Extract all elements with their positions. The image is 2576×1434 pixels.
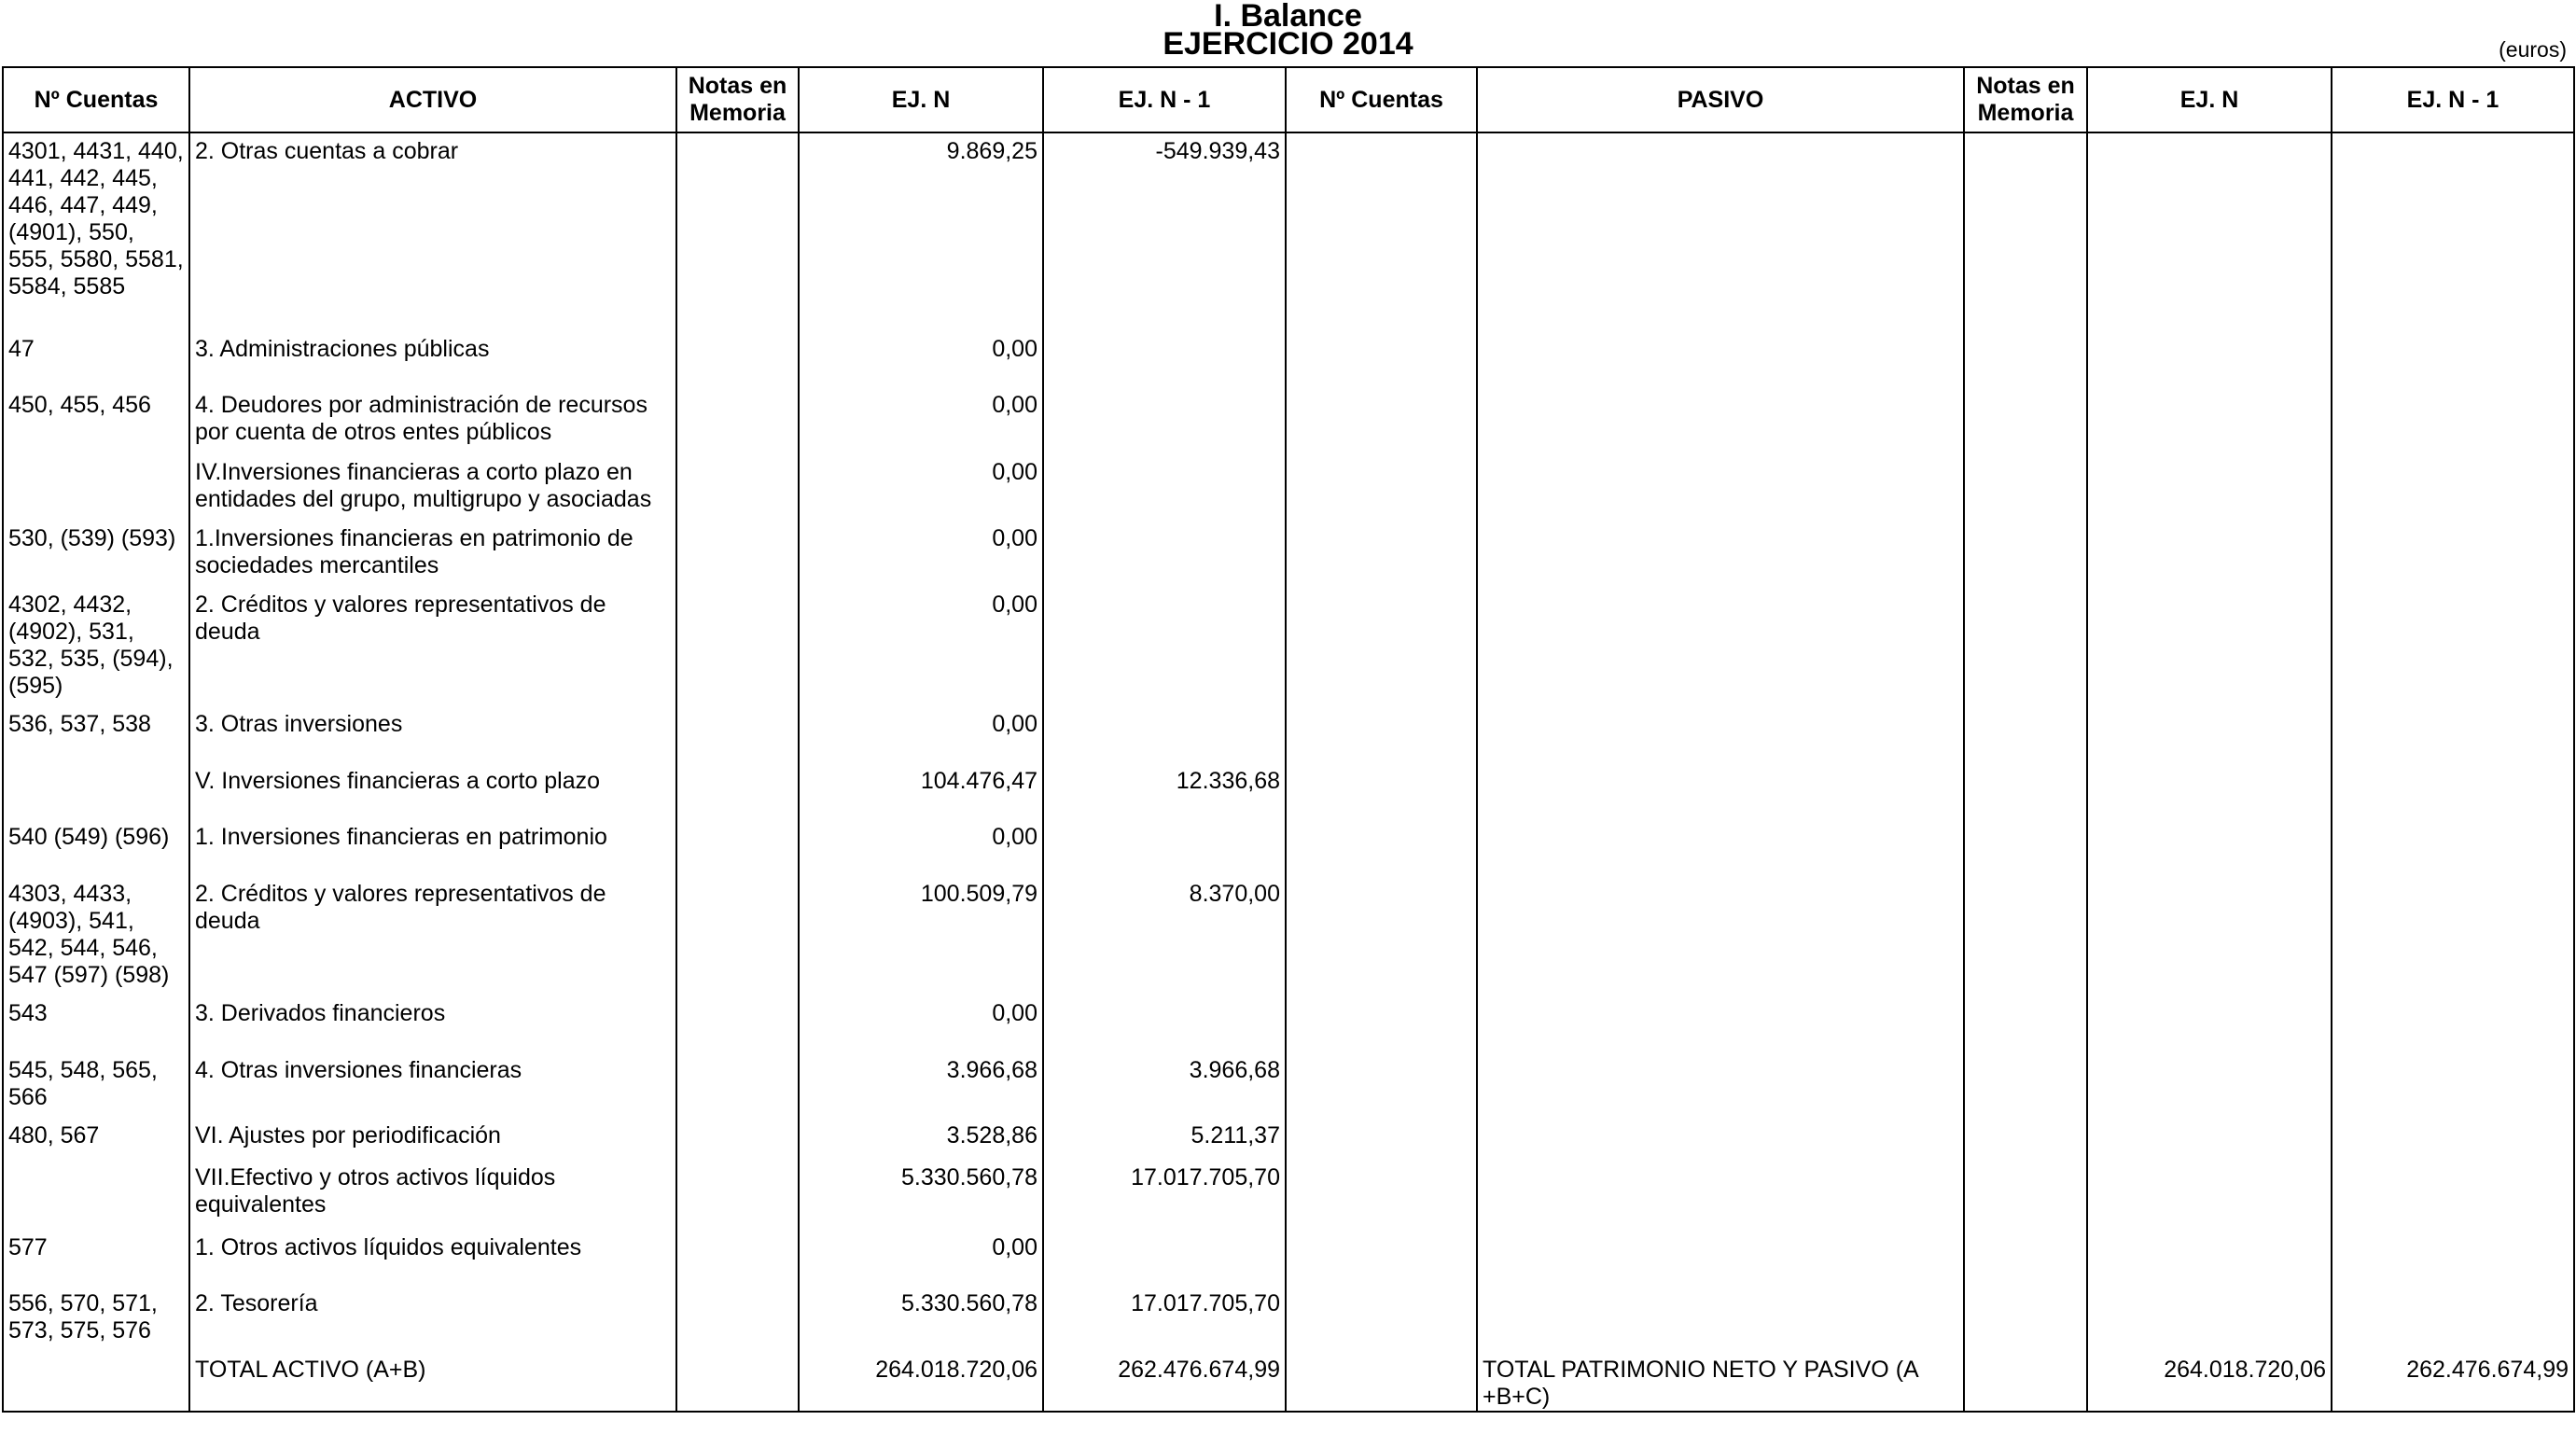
cell-notas: [676, 521, 799, 587]
cell-ej-n1: 5.211,37: [1043, 1118, 1286, 1160]
cell-concepto: 1.Inversiones financieras en patrimonio de sociedades mercantiles: [189, 521, 676, 587]
cell-notas-pasivo: [1964, 1352, 2087, 1412]
cell-cuentas: 4302, 4432, (4902), 531, 532, 535, (594), (595): [3, 587, 189, 706]
table-row: [3, 995, 2574, 1052]
col-header-pasivo: PASIVO: [1477, 67, 1964, 132]
cell-concepto: VII.Efectivo y otros activos líquidos equivalentes: [189, 1160, 676, 1230]
cell-cuentas: 480, 567: [3, 1118, 189, 1160]
cell-concepto: 2. Otras cuentas a cobrar: [189, 132, 676, 331]
col-header-ej-n1-pasivo: EJ. N - 1: [2332, 67, 2574, 132]
cell-ej-n1: 12.336,68: [1043, 763, 1286, 819]
table-row: [3, 876, 2574, 995]
cell-concepto: 3. Derivados financieros: [189, 995, 676, 1052]
cell-ej-n: 0,00: [799, 521, 1043, 587]
cell-ej-n1: [1043, 587, 1286, 706]
cell-cuentas: 536, 537, 538: [3, 706, 189, 763]
report-subtitle: EJERCICIO 2014: [1163, 26, 1413, 62]
cell-ej-n: 0,00: [799, 387, 1043, 454]
cell-ej-n: 0,00: [799, 587, 1043, 706]
table-row: [3, 587, 2574, 706]
cell-ej-n: 0,00: [799, 995, 1043, 1052]
cell-concepto: 2. Créditos y valores representativos de deuda: [189, 587, 676, 706]
table-row: [3, 454, 2574, 521]
table-row: [3, 132, 2574, 331]
cell-concepto: 1. Otros activos líquidos equivalentes: [189, 1230, 676, 1286]
cell-ej-n1: -549.939,43: [1043, 132, 1286, 331]
cell-notas: [676, 1052, 799, 1118]
cell-cuentas: 4301, 4431, 440, 441, 442, 445, 446, 447, 449, (4901), 550, 555, 5580, 5581, 5584, 5585: [3, 132, 189, 331]
table-row: [3, 1160, 2574, 1230]
cell-ej-n: 0,00: [799, 331, 1043, 387]
table-row: [3, 1286, 2574, 1352]
units-label: (euros): [2499, 37, 2567, 62]
cell-concepto: 1. Inversiones financieras en patrimonio: [189, 819, 676, 876]
cell-concepto: V. Inversiones financieras a corto plazo: [189, 763, 676, 819]
col-header-activo: ACTIVO: [189, 67, 676, 132]
cell-ej-n: 9.869,25: [799, 132, 1043, 331]
cell-ej-n1: [1043, 521, 1286, 587]
cell-notas: [676, 876, 799, 995]
cell-cuentas: [3, 1160, 189, 1230]
cell-ej-n1: [1043, 331, 1286, 387]
total-pasivo-ej-n: 264.018.720,06: [2087, 1352, 2332, 1412]
cell-concepto: 4. Otras inversiones financieras: [189, 1052, 676, 1118]
col-header-cuentas-pasivo: Nº Cuentas: [1286, 67, 1477, 132]
cell-ej-n: 0,00: [799, 1230, 1043, 1286]
cell-ej-n1: 3.966,68: [1043, 1052, 1286, 1118]
cell-cuentas-pasivo: [1286, 1352, 1477, 1412]
cell-notas: [676, 995, 799, 1052]
cell-ej-n: 0,00: [799, 819, 1043, 876]
cell-ej-n: 0,00: [799, 454, 1043, 521]
cell-notas: [676, 331, 799, 387]
col-header-notas: Notas en Memoria: [676, 67, 799, 132]
col-header-notas-pasivo: Notas en Memoria: [1964, 67, 2087, 132]
cell-concepto: IV.Inversiones financieras a corto plazo en entidades del grupo, multigrupo y asociadas: [189, 454, 676, 521]
col-header-ej-n-pasivo: EJ. N: [2087, 67, 2332, 132]
col-header-ej-n: EJ. N: [799, 67, 1043, 132]
cell-notas: [676, 1230, 799, 1286]
cell-ej-n: 5.330.560,78: [799, 1160, 1043, 1230]
cell-notas: [676, 454, 799, 521]
cell-cuentas: 556, 570, 571, 573, 575, 576: [3, 1286, 189, 1352]
cell-concepto: 2. Tesorería: [189, 1286, 676, 1352]
cell-concepto: 4. Deudores por administración de recursos por cuenta de otros entes públicos: [189, 387, 676, 454]
cell-cuentas: 530, (539) (593): [3, 521, 189, 587]
table-row: [3, 1230, 2574, 1286]
cell-concepto: 3. Otras inversiones: [189, 706, 676, 763]
cell-cuentas: [3, 1352, 189, 1412]
cell-notas: [676, 1352, 799, 1412]
cell-ej-n: 3.528,86: [799, 1118, 1043, 1160]
table-row: [3, 763, 2574, 819]
cell-cuentas: 543: [3, 995, 189, 1052]
cell-notas: [676, 763, 799, 819]
cell-ej-n: 5.330.560,78: [799, 1286, 1043, 1352]
total-activo-ej-n: 264.018.720,06: [799, 1352, 1043, 1412]
cell-ej-n1: 8.370,00: [1043, 876, 1286, 995]
cell-cuentas: [3, 454, 189, 521]
cell-notas: [676, 387, 799, 454]
cell-cuentas: 47: [3, 331, 189, 387]
total-activo-ej-n1: 262.476.674,99: [1043, 1352, 1286, 1412]
total-row: [3, 1352, 2574, 1412]
cell-notas: [676, 1160, 799, 1230]
total-pasivo-ej-n1: 262.476.674,99: [2332, 1352, 2574, 1412]
cell-ej-n1: 17.017.705,70: [1043, 1160, 1286, 1230]
total-activo-label: TOTAL ACTIVO (A+B): [189, 1352, 676, 1412]
cell-ej-n: 100.509,79: [799, 876, 1043, 995]
table-row: [3, 331, 2574, 387]
table-row: [3, 819, 2574, 876]
cell-ej-n: 0,00: [799, 706, 1043, 763]
table-row: [3, 1118, 2574, 1160]
table-row: [3, 1052, 2574, 1118]
cell-ej-n: 104.476,47: [799, 763, 1043, 819]
cell-concepto: 2. Créditos y valores representativos de deuda: [189, 876, 676, 995]
cell-notas: [676, 1118, 799, 1160]
cell-cuentas: 577: [3, 1230, 189, 1286]
cell-ej-n1: 17.017.705,70: [1043, 1286, 1286, 1352]
cell-notas: [676, 1286, 799, 1352]
cell-ej-n1: [1043, 387, 1286, 454]
cell-concepto: 3. Administraciones públicas: [189, 331, 676, 387]
cell-cuentas: 540 (549) (596): [3, 819, 189, 876]
cell-ej-n1: [1043, 706, 1286, 763]
cell-notas: [676, 587, 799, 706]
table-row: [3, 706, 2574, 763]
cell-ej-n1: [1043, 995, 1286, 1052]
cell-concepto: VI. Ajustes por periodificación: [189, 1118, 676, 1160]
balance-table: [2, 66, 2575, 1413]
cell-ej-n1: [1043, 1230, 1286, 1286]
cell-ej-n: 3.966,68: [799, 1052, 1043, 1118]
total-pasivo-label: TOTAL PATRIMONIO NETO Y PASIVO (A +B+C): [1477, 1352, 1964, 1412]
cell-notas: [676, 819, 799, 876]
col-header-ej-n1: EJ. N - 1: [1043, 67, 1286, 132]
col-header-cuentas: Nº Cuentas: [3, 67, 189, 132]
cell-notas: [676, 706, 799, 763]
report-title: I. Balance: [1214, 0, 1362, 34]
cell-cuentas: 545, 548, 565, 566: [3, 1052, 189, 1118]
cell-cuentas: [3, 763, 189, 819]
cell-cuentas: 450, 455, 456: [3, 387, 189, 454]
table-row: [3, 387, 2574, 454]
cell-ej-n1: [1043, 454, 1286, 521]
cell-notas: [676, 132, 799, 331]
header-row: [3, 67, 2574, 132]
cell-cuentas: 4303, 4433, (4903), 541, 542, 544, 546, 547 (597) (598): [3, 876, 189, 995]
table-row: [3, 521, 2574, 587]
cell-ej-n1: [1043, 819, 1286, 876]
